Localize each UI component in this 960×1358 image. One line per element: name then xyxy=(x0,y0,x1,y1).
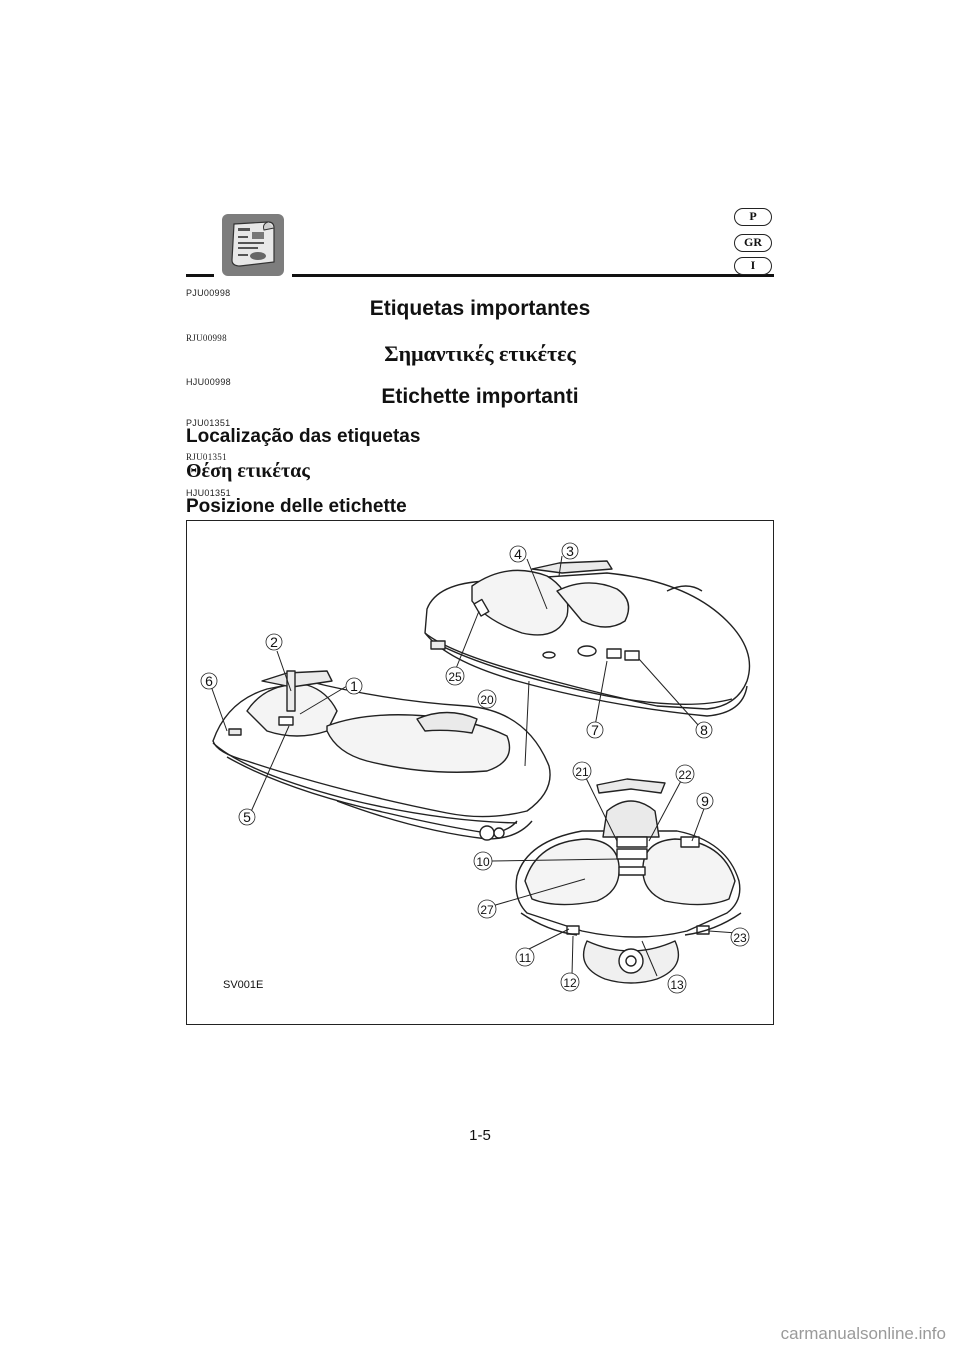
subsection-title-portuguese: Localização das etiquetas xyxy=(186,426,421,447)
callout-label: 27 xyxy=(480,903,494,917)
language-badge-portuguese: P xyxy=(734,208,772,226)
callout-label: 23 xyxy=(733,931,747,945)
watercraft-illustration xyxy=(187,521,775,1026)
subsection-title-italian: Posizione delle etichette xyxy=(186,496,407,517)
section-code: PJU00998 xyxy=(186,288,231,298)
label-location-figure xyxy=(186,520,774,1025)
page-number: 1-5 xyxy=(469,1127,491,1144)
callout-label: 1 xyxy=(350,678,358,694)
callout-label: 7 xyxy=(591,722,599,738)
label-sheet-icon xyxy=(222,214,284,276)
section-code: HJU00998 xyxy=(186,377,231,387)
subsection-code: HJU01351 xyxy=(186,488,231,498)
subsection-code: PJU01351 xyxy=(186,418,231,428)
callout-label: 8 xyxy=(700,722,708,738)
watermark: carmanualsonline.info xyxy=(780,1324,946,1343)
subsection-title-greek: Θέση ετικέτας xyxy=(186,460,310,482)
callout-label: 4 xyxy=(514,546,522,562)
callout-label: 5 xyxy=(243,809,251,825)
callout-label: 2 xyxy=(270,634,278,650)
subsection-code: RJU01351 xyxy=(186,452,227,462)
callout-label: 11 xyxy=(518,951,532,965)
callout-label: 13 xyxy=(670,978,684,992)
figure-code: SV001E xyxy=(223,979,264,991)
section-title-portuguese: Etiquetas importantes xyxy=(369,297,591,320)
language-badge-italian: I xyxy=(734,257,772,275)
callout-label: 12 xyxy=(563,976,577,990)
callout-label: 22 xyxy=(678,768,692,782)
callout-label: 3 xyxy=(566,543,574,559)
callout-label: 20 xyxy=(480,693,494,707)
callout-label: 9 xyxy=(701,793,709,809)
callout-label: 6 xyxy=(205,673,213,689)
header-rule xyxy=(292,274,774,277)
callout-label: 25 xyxy=(448,670,462,684)
section-title-italian: Etichette importanti xyxy=(381,385,579,408)
header-rule xyxy=(186,274,214,277)
callout-label: 21 xyxy=(575,765,589,779)
section-code: RJU00998 xyxy=(186,333,227,343)
language-badge-greek: GR xyxy=(734,234,772,252)
callout-label: 10 xyxy=(476,855,490,869)
section-title-greek: Σημαντικές ετικέτες xyxy=(384,341,576,366)
